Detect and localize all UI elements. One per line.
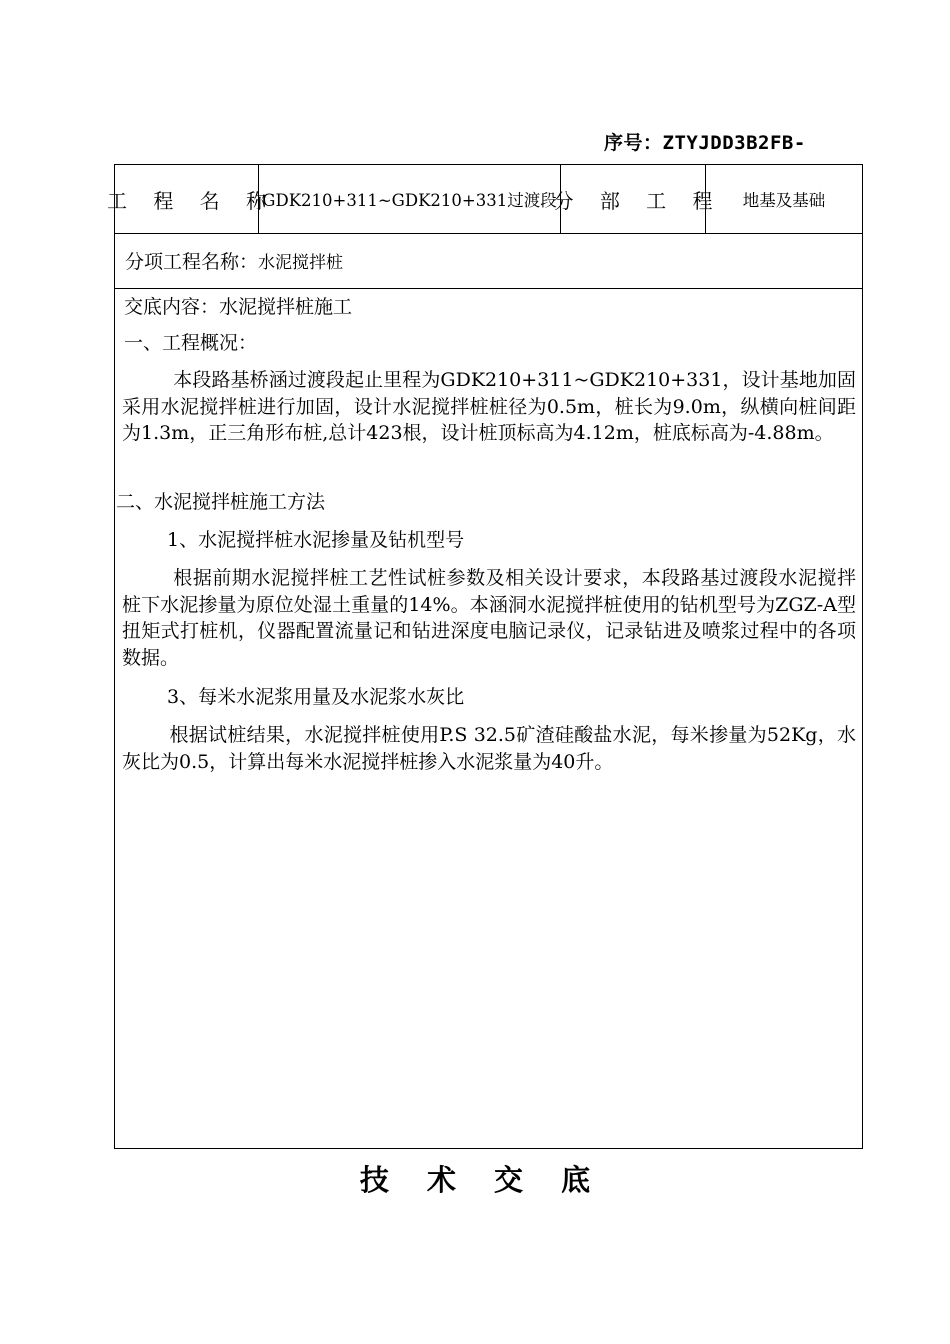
- sub1-title: 1、水泥搅拌桩水泥掺量及钻机型号: [167, 529, 465, 551]
- sub3-text: 根据试桩结果，水泥搅拌桩使用P.S 32.5矿渣硅酸盐水泥，每米掺量为52Kg，水灰比为0.5，计算出每米水泥搅拌桩掺入水泥浆量为40升。: [122, 724, 856, 773]
- document-title: 技 术 交 底: [359, 1163, 605, 1197]
- content-intro: 交底内容：水泥搅拌桩施工: [124, 296, 353, 318]
- section1-text: 本段路基桥涵过渡段起止里程为GDK210+311~GDK210+331，设计基地加固采用水泥搅拌桩进行加固，设计水泥搅拌桩桩径为0.5m，桩长为9.0m，纵横向桩间距为1.3m，正三角形布桩,总计423根，设计桩顶标高为4.12m，桩底标高为-4.88m。: [122, 369, 856, 444]
- sub-project-value: 水泥搅拌桩: [258, 253, 344, 273]
- sub3-title: 3、每米水泥浆用量及水泥浆水灰比: [167, 686, 465, 708]
- serial-number: [604, 128, 806, 155]
- section1-title: 一、工程概况：: [124, 332, 258, 354]
- project-name-value: GDK210+311~GDK210+331过渡段: [259, 165, 561, 233]
- header-row: [106, 165, 862, 234]
- section2-title: 二、水泥搅拌桩施工方法: [116, 491, 326, 513]
- project-name-label: 工 程 名 称: [115, 165, 259, 233]
- sub-project-row: [115, 233, 862, 289]
- sub1-text: 根据前期水泥搅拌桩工艺性试桩参数及相关设计要求，本段路基过渡段水泥搅拌桩下水泥掺量为原位处湿土重量的14%。本涵洞水泥搅拌桩使用的钻机型号为ZGZ-A型扭矩式打桩机，仪器配置流量记和钻进深度电脑记录仪，记录钻进及喷浆过程中的各项数据。: [122, 567, 856, 669]
- division-value: 地基及基础: [742, 191, 826, 210]
- serial-value: ZTYJDD3B2FB-: [662, 132, 806, 154]
- serial-label: 序号：: [604, 132, 663, 154]
- division-label: 分 部 工 程: [561, 165, 706, 233]
- disclosure-table: [106, 164, 863, 1149]
- sub-project-label: 分项工程名称：: [125, 251, 259, 273]
